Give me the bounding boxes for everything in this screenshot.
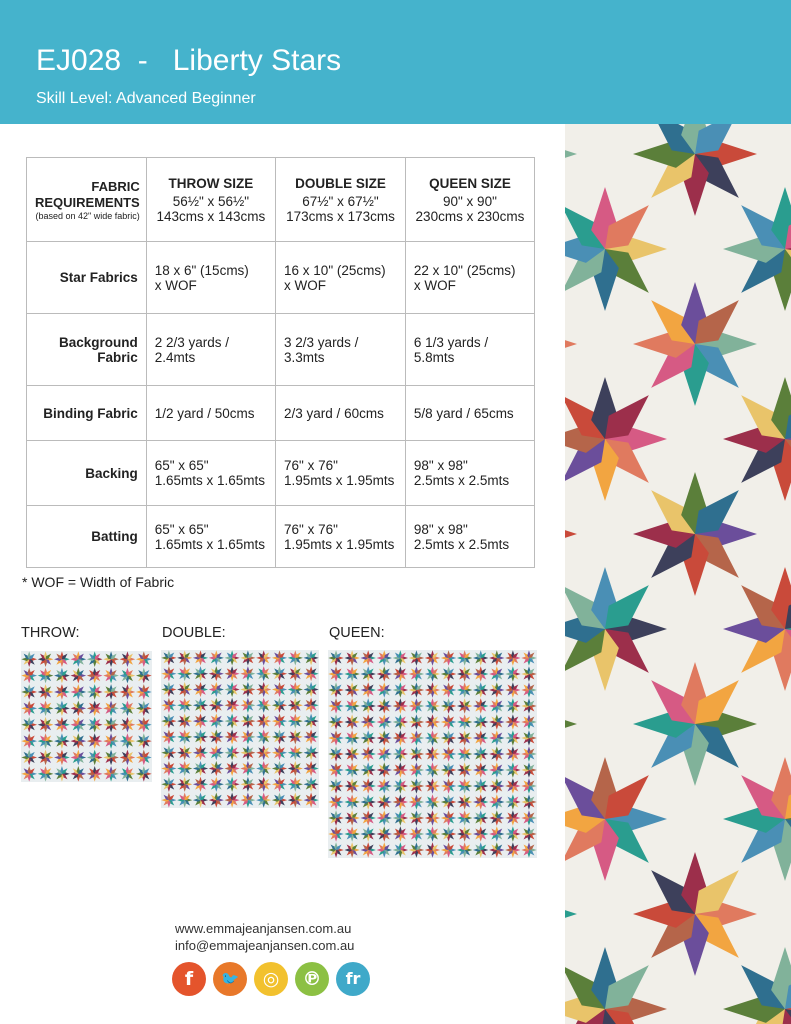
cell-line: 1.95mts x 1.95mts bbox=[284, 536, 395, 552]
col-title: DOUBLE SIZE bbox=[295, 175, 386, 191]
cell-line: 98" x 98" bbox=[413, 521, 468, 537]
cell-line: 22 x 10" (25cms) bbox=[413, 262, 516, 278]
page-title: EJ028 - Liberty Stars bbox=[36, 44, 342, 77]
cell-line: 76" x 76" bbox=[284, 521, 338, 537]
col-cms: 230cms x 230cms bbox=[415, 208, 525, 224]
double-label: DOUBLE: bbox=[162, 625, 226, 641]
row-label: Background Fabric bbox=[27, 314, 147, 386]
cell-line: 1.65mts x 1.65mts bbox=[154, 473, 266, 488]
cell-line: 98" x 98" bbox=[413, 458, 468, 473]
table-cell: 6 1/3 yards / 5.8mts bbox=[405, 314, 534, 386]
col-cms: 173cms x 173cms bbox=[286, 208, 395, 224]
table-cell bbox=[276, 441, 406, 506]
corner-title: FABRIC REQUIREMENTS bbox=[35, 178, 140, 210]
table-row bbox=[27, 314, 535, 386]
pinterest-icon[interactable]: ℗ bbox=[295, 962, 329, 996]
quilt-photo-image bbox=[565, 124, 791, 1024]
header-banner bbox=[0, 0, 791, 124]
throw-quilt-image bbox=[21, 651, 152, 782]
table-cell bbox=[146, 441, 275, 506]
col-inches: 90" x 90" bbox=[443, 193, 497, 209]
table-cell bbox=[146, 242, 275, 314]
wof-note: * WOF = Width of Fabric bbox=[22, 574, 175, 590]
skill-level: Skill Level: Advanced Beginner bbox=[36, 90, 256, 107]
cell-line: 18 x 6" (15cms) bbox=[154, 262, 249, 278]
facebook-icon[interactable]: f bbox=[172, 962, 206, 996]
queen-label: QUEEN: bbox=[329, 625, 385, 641]
table-cell bbox=[405, 242, 534, 314]
cell-line: 65" x 65" bbox=[154, 521, 209, 537]
throw-label: THROW: bbox=[21, 625, 80, 641]
col-title: THROW SIZE bbox=[168, 175, 254, 191]
table-cell: 3 2/3 yards / 3.3mts bbox=[276, 314, 406, 386]
col-title: QUEEN SIZE bbox=[429, 175, 511, 191]
col-header-queen bbox=[405, 158, 534, 242]
cell-line: 2.5mts x 2.5mts bbox=[413, 473, 510, 488]
col-header-double bbox=[276, 158, 406, 242]
double-quilt-image bbox=[161, 650, 319, 808]
email-link[interactable]: info@emmajeanjansen.com.au bbox=[175, 938, 355, 953]
table-cell: 1/2 yard / 50cms bbox=[146, 386, 275, 441]
table-cell bbox=[276, 242, 406, 314]
col-header-throw bbox=[146, 158, 275, 242]
table-row bbox=[27, 242, 535, 314]
cell-line: 1.95mts x 1.95mts bbox=[284, 473, 395, 488]
instagram-icon[interactable]: ◎ bbox=[254, 962, 288, 996]
table-corner bbox=[27, 158, 147, 242]
cell-line: 76" x 76" bbox=[284, 458, 338, 473]
col-inches: 67½" x 67½" bbox=[302, 193, 379, 209]
cell-line: x WOF bbox=[154, 277, 197, 293]
table-cell: 5/8 yard / 65cms bbox=[405, 386, 534, 441]
quilt-photo bbox=[565, 124, 791, 1024]
col-cms: 143cms x 143cms bbox=[156, 208, 266, 224]
corner-note: (based on 42" wide fabric) bbox=[35, 210, 140, 221]
row-label: Batting bbox=[27, 506, 147, 568]
col-inches: 56½" x 56½" bbox=[172, 193, 250, 209]
table-cell bbox=[276, 506, 406, 568]
table-cell bbox=[146, 506, 275, 568]
cell-line: 2.5mts x 2.5mts bbox=[413, 536, 510, 552]
table-cell bbox=[405, 506, 534, 568]
cell-line: x WOF bbox=[413, 277, 456, 293]
table-cell bbox=[405, 441, 534, 506]
table-cell: 2 2/3 yards / 2.4mts bbox=[146, 314, 275, 386]
row-label: Binding Fabric bbox=[27, 386, 147, 441]
table-row bbox=[27, 506, 535, 568]
cell-line: 65" x 65" bbox=[154, 458, 209, 473]
cell-line: 16 x 10" (25cms) bbox=[284, 262, 386, 278]
table-row bbox=[27, 441, 535, 506]
website-link[interactable]: www.emmajeanjansen.com.au bbox=[175, 921, 352, 936]
double-quilt-preview bbox=[161, 650, 319, 808]
queen-quilt-preview bbox=[328, 650, 537, 858]
cell-line: x WOF bbox=[284, 277, 327, 293]
throw-quilt-preview bbox=[21, 651, 152, 782]
table-row bbox=[27, 386, 535, 441]
queen-quilt-image bbox=[328, 650, 537, 858]
row-label: Backing bbox=[27, 441, 147, 506]
table-header-row bbox=[27, 158, 535, 242]
row-label: Star Fabrics bbox=[27, 242, 147, 314]
table-cell: 2/3 yard / 60cms bbox=[276, 386, 406, 441]
fabric-requirements-table bbox=[26, 157, 535, 568]
cell-line: 1.65mts x 1.65mts bbox=[154, 536, 266, 552]
twitter-icon[interactable]: 🐦 bbox=[213, 962, 247, 996]
flickr-icon[interactable]: fr bbox=[336, 962, 370, 996]
